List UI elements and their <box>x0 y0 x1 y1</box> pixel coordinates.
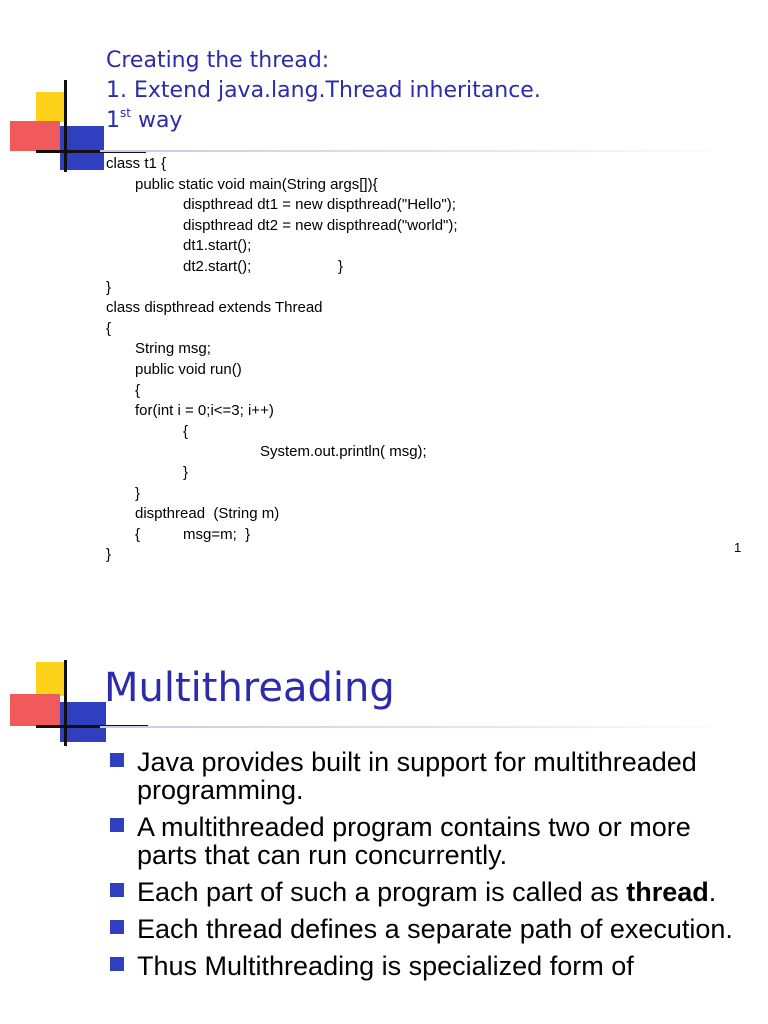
code-line: class t1 { <box>106 155 167 172</box>
code-line: } <box>135 484 141 502</box>
title-divider <box>100 150 740 152</box>
code-line: for(int i = 0;i<=3; i++) <box>135 402 274 420</box>
slide-title <box>106 46 541 136</box>
title-line-2: 1. Extend java.lang.Thread inheritance. <box>106 78 541 103</box>
code-line: class dispthread extends Thread <box>106 299 323 317</box>
code-line: dispthread dt2 = new dispthread("world"); <box>183 216 458 234</box>
bullet-square-icon <box>110 883 124 897</box>
code-line: public void run() <box>135 360 242 378</box>
page-number: 1 <box>734 540 742 555</box>
code-line: { <box>183 422 189 440</box>
bullet-square-icon <box>110 920 124 934</box>
code-line: public static void main(String args[]){ <box>135 175 378 193</box>
bullet-square-icon <box>110 818 124 832</box>
code-line: { <box>135 381 141 399</box>
bullet-item: Thus Multithreading is specialized form of <box>110 952 750 980</box>
title-divider <box>100 726 740 728</box>
code-line: { <box>106 319 112 337</box>
bullet-item: A multithreaded program contains two or more parts that can run concurrently. <box>110 813 750 869</box>
bullet-square-icon <box>110 957 124 971</box>
code-line: String msg; <box>135 340 211 358</box>
code-line: } <box>338 257 344 275</box>
bullet-item: Java provides built in support for multithreaded programming. <box>110 748 750 804</box>
code-line: msg=m; } <box>183 525 251 543</box>
title-line-1: Creating the thread: <box>106 48 330 73</box>
bullet-item: Each thread defines a separate path of execution. <box>110 915 750 943</box>
code-line: System.out.println( msg); <box>260 443 427 461</box>
code-line: dt1.start(); <box>183 237 252 255</box>
bullet-square-icon <box>110 753 124 767</box>
corner-logo-icon <box>0 610 120 730</box>
title-line-3: 1st way <box>106 106 183 133</box>
code-line: dispthread (String m) <box>135 505 280 523</box>
slide-2 <box>0 610 768 1024</box>
code-line: } <box>106 546 112 564</box>
bullet-list <box>110 748 750 989</box>
corner-logo-icon <box>0 0 120 120</box>
code-line: { <box>135 525 141 543</box>
code-line: dispthread dt1 = new dispthread("Hello"); <box>183 196 456 214</box>
bullet-item: Each part of such a program is called as thread. <box>110 878 750 906</box>
code-line: } <box>183 463 189 481</box>
slide-title: Multithreading <box>104 665 395 711</box>
code-line: dt2.start(); <box>183 257 252 275</box>
code-line: } <box>106 278 112 296</box>
